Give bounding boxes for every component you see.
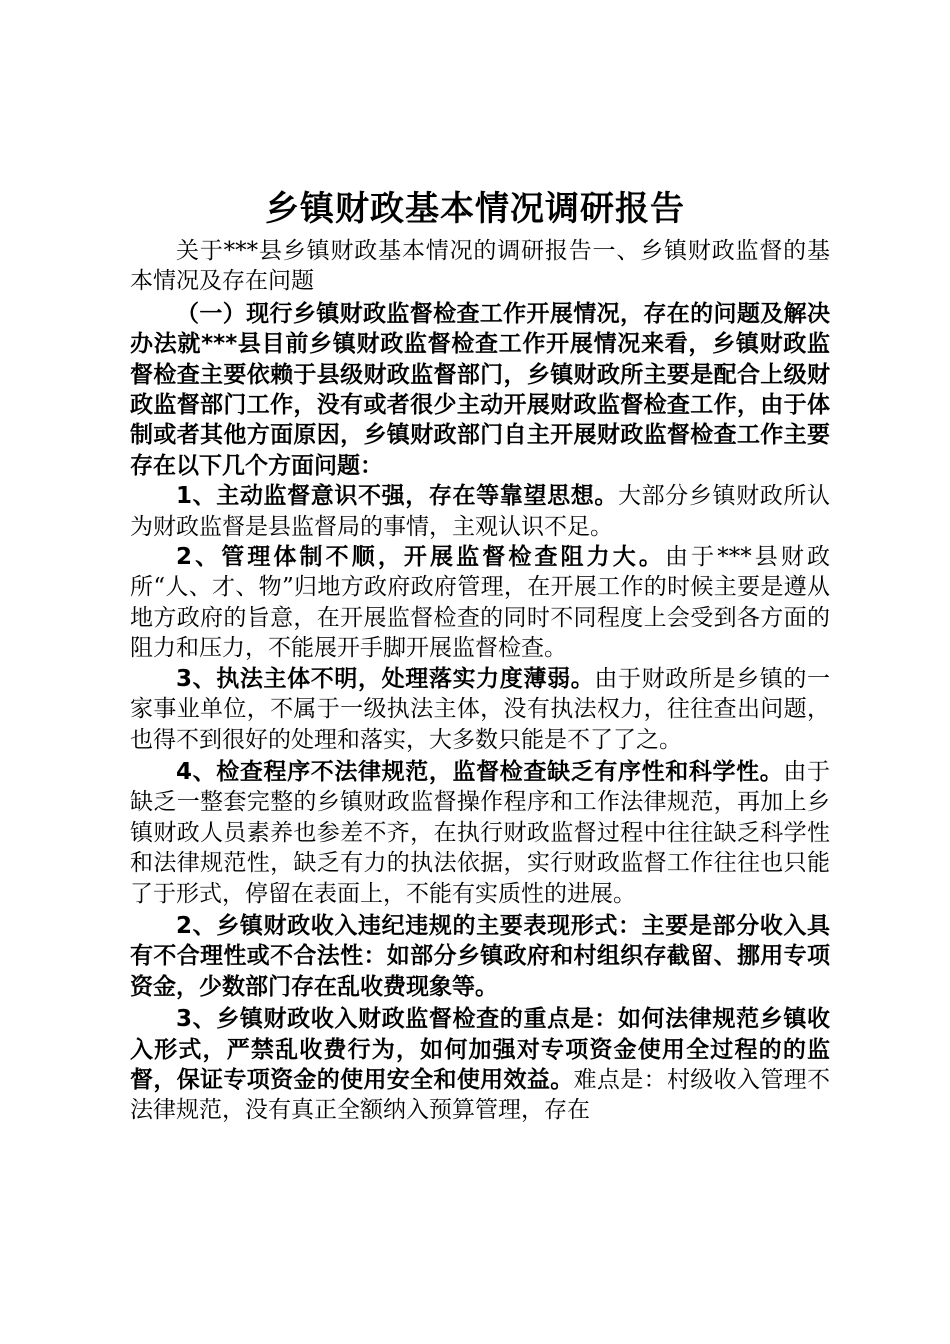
problem-2-text: 由于***县财政所“人、才、物”归地方政府政府管理，在开展工作的时候主要是遵从地方政府的旨意，在开展监督检查的同时不同程度上会受到各方面的阻力和压力，不能展开手脚开展监督检查。 <box>130 544 831 662</box>
intro-paragraph: 关于***县乡镇财政基本情况的调研报告一、乡镇财政监督的基本情况及存在问题 <box>130 238 830 295</box>
document-title: 乡镇财政基本情况调研报告 <box>265 189 685 229</box>
revenue-focus-paragraph <box>130 1004 830 1126</box>
problem-1-text: 大部分乡镇财政所认为财政监督是县监督局的事情，主观认识不足。 <box>130 483 831 540</box>
section-one-paragraph: （一）现行乡镇财政监督检查工作开展情况，存在的问题及解决办法就***县目前乡镇财政监督检查工作开展情况来看，乡镇财政监督检查主要依赖于县级财政监督部门，乡镇财政所主要是配合上级财政监督部门工作，没有或者很少主动开展财政监督检查工作，由于体制或者其他方面原因，乡镇财政部门自主开展财政监督检查工作主要存在以下几个方面问题： <box>130 300 830 479</box>
problem-3-text: 由于财政所是乡镇的一家事业单位，不属于一级执法主体，没有执法权力，往往查出问题，也得不到很好的处理和落实，大多数只能是不了了之。 <box>130 665 830 753</box>
document-body <box>130 236 830 1126</box>
problem-3-heading: 3、执法主体不明，处理落实力度薄弱。 <box>176 665 595 692</box>
problem-2-heading: 2、管理体制不顺，开展监督检查阻力大。 <box>176 544 665 571</box>
problem-4-paragraph <box>130 757 830 909</box>
problem-4-text: 由于缺乏一整套完整的乡镇财政监督操作程序和工作法律规范，再加上乡镇财政人员素养也参差不齐，在执行财政监督过程中往往缺乏科学性和法律规范性，缺乏有力的执法依据，实行财政监督工作往往也只能了于形式，停留在表面上，不能有实质性的进展。 <box>130 758 830 907</box>
problem-3-paragraph <box>130 664 830 755</box>
problem-1-paragraph <box>130 481 830 542</box>
problem-1-heading: 1、主动监督意识不强，存在等靠望思想。 <box>176 483 618 510</box>
revenue-focus-text: 难点是：村级收入管理不法律规范，没有真正全额纳入预算管理，存在 <box>130 1066 831 1124</box>
revenue-focus-heading: 3、乡镇财政收入财政监督检查的重点是：如何法律规范乡镇收入形式，严禁乱收费行为，如何加强对专项资金使用全过程的的监督，保证专项资金的使用安全和使用效益。 <box>130 1006 830 1093</box>
revenue-violation-paragraph: 2、乡镇财政收入违纪违规的主要表现形式：主要是部分收入具有不合理性或不合法性：如部分乡镇政府和村组织存截留、挪用专项资金，少数部门存在乱收费现象等。 <box>130 912 830 1000</box>
problem-4-heading: 4、检查程序不法律规范，监督检查缺乏有序性和科学性。 <box>176 758 784 785</box>
problem-2-paragraph <box>130 542 830 664</box>
